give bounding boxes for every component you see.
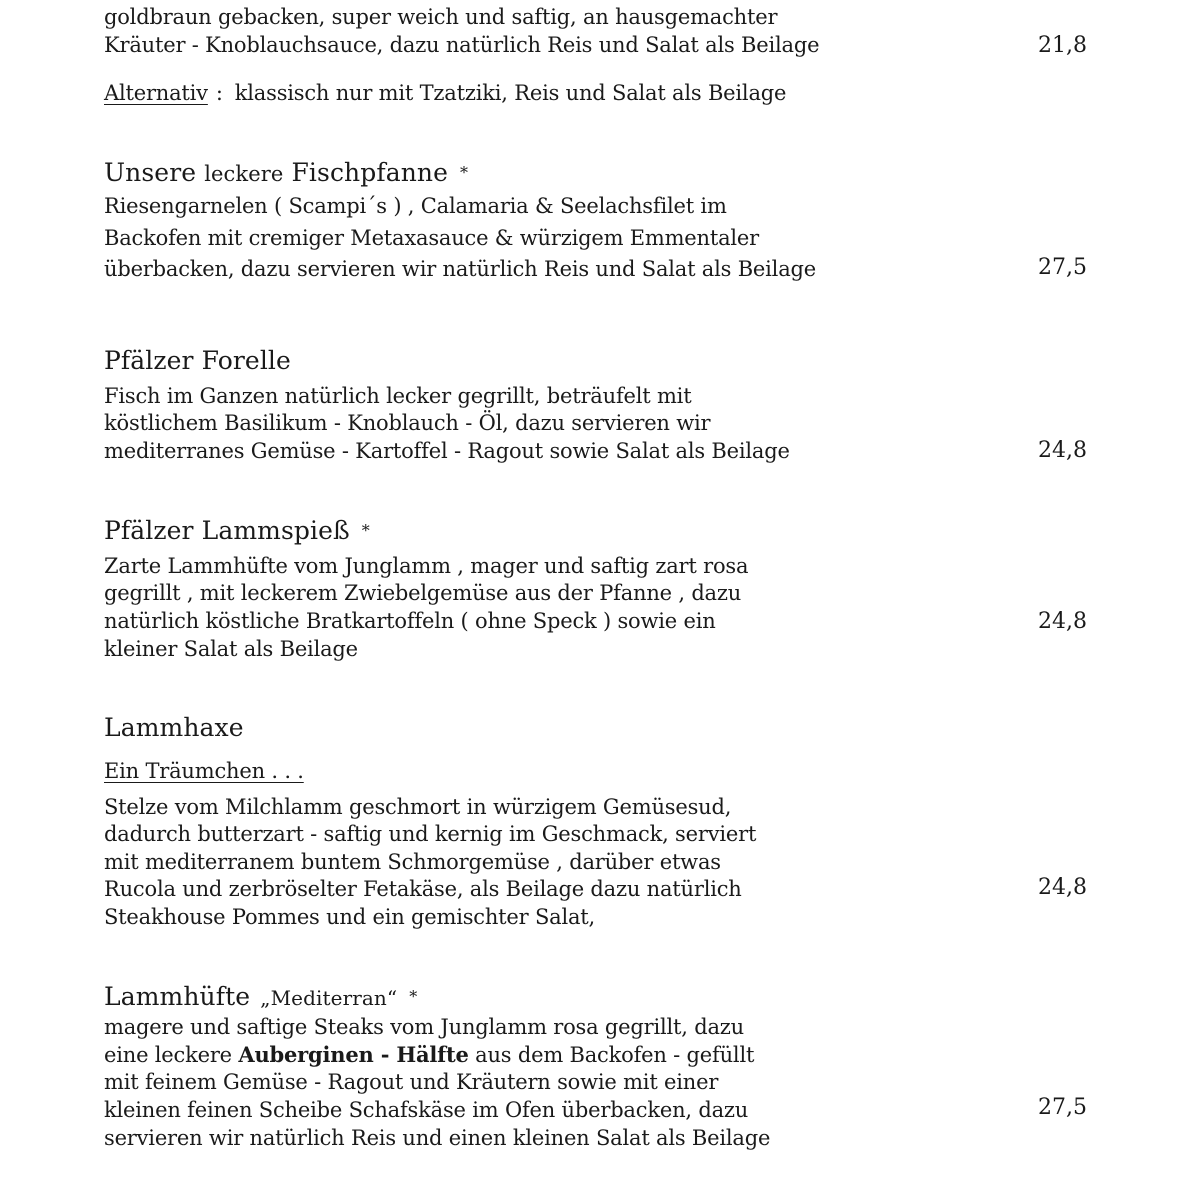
item4-desc-line-5: Steakhouse Pommes und ein gemischter Salat, <box>104 905 596 929</box>
item2-desc-line-1: Fisch im Ganzen natürlich lecker gegrillt, beträufelt mit <box>104 384 692 408</box>
item4-desc-line-4: Rucola und zerbröselter Fetakäse, als Beilage dazu natürlich <box>104 877 742 901</box>
alternative-text: klassisch nur mit Tzatziki, Reis und Salat als Beilage <box>234 81 787 105</box>
item1-title <box>104 157 468 192</box>
item5-price: 27,5 <box>1038 1095 1087 1120</box>
alternative-label: Alternativ <box>104 81 208 105</box>
item2-title: Pfälzer Forelle <box>104 346 291 375</box>
item2-price: 24,8 <box>1038 438 1087 463</box>
item5-title-text: Lammhüfte <box>104 982 251 1011</box>
item4-subtitle <box>104 757 304 785</box>
item4-title: Lammhaxe <box>104 713 244 742</box>
item1-price: 27,5 <box>1038 255 1087 280</box>
item0-desc-line-1: goldbraun gebacken, super weich und saftig, an hausgemachter <box>104 5 778 29</box>
item3-price: 24,8 <box>1038 609 1087 634</box>
item1-title-part3: Fischpfanne <box>291 158 449 187</box>
item3-desc-line-4: kleiner Salat als Beilage <box>104 637 358 661</box>
item3-title-text: Pfälzer Lammspieß <box>104 516 350 545</box>
item1-star: * <box>460 163 469 182</box>
alternative-colon: : <box>215 81 223 105</box>
item1-desc-line-3: überbacken, dazu servieren wir natürlich Reis und Salat als Beilage <box>104 257 816 281</box>
item0-desc-line-2: Kräuter - Knoblauchsauce, dazu natürlich Reis und Salat als Beilage <box>104 33 820 57</box>
item2-desc-line-3: mediterranes Gemüse - Kartoffel - Ragout sowie Salat als Beilage <box>104 439 790 463</box>
item3-desc-line-2: gegrillt , mit leckerem Zwiebelgemüse aus der Pfanne , dazu <box>104 581 742 605</box>
item5-title-note: „Mediterran“ <box>260 986 398 1010</box>
item5-desc-line-4: kleinen feinen Scheibe Schafskäse im Ofen überbacken, dazu <box>104 1098 749 1122</box>
item1-desc-line-1: Riesengarnelen ( Scampi´s ) , Calamaria & Seelachsfilet im <box>104 194 727 218</box>
item5-star: * <box>409 987 418 1006</box>
item1-desc-line-2: Backofen mit cremiger Metaxasauce & würzigem Emmentaler <box>104 226 760 250</box>
item3-desc-line-3: natürlich köstliche Bratkartoffeln ( ohne Speck ) sowie ein <box>104 609 716 633</box>
item5-line2-post: aus dem Backofen - gefüllt <box>468 1043 755 1067</box>
item0-alternative <box>104 79 786 107</box>
item1-title-part2: leckere <box>204 162 284 186</box>
item5-desc-line-1: magere und saftige Steaks vom Junglamm rosa gegrillt, dazu <box>104 1015 744 1039</box>
item4-desc-line-2: dadurch butterzart - saftig und kernig im Geschmack, serviert <box>104 822 757 846</box>
item4-desc-line-3: mit mediterranem buntem Schmorgemüse , darüber etwas <box>104 850 721 874</box>
item1-title-part1: Unsere <box>104 158 197 187</box>
item5-desc-line-2 <box>104 1041 754 1069</box>
item4-subtitle-text: Ein Träumchen . . . <box>104 759 304 783</box>
item5-title <box>104 981 417 1016</box>
item4-desc-line-1: Stelze vom Milchlamm geschmort in würzigem Gemüsesud, <box>104 795 732 819</box>
item4-price: 24,8 <box>1038 875 1087 900</box>
item2-desc-line-2: köstlichem Basilikum - Knoblauch - Öl, dazu servieren wir <box>104 411 711 435</box>
item5-line2-bold: Auberginen - Hälfte <box>238 1042 469 1067</box>
item0-price: 21,8 <box>1038 33 1087 58</box>
item5-desc-line-3: mit feinem Gemüse - Ragout und Kräutern sowie mit einer <box>104 1070 719 1094</box>
item3-title <box>104 515 370 550</box>
item5-line2-pre: eine leckere <box>104 1043 239 1067</box>
item3-star: * <box>361 521 370 540</box>
item3-desc-line-1: Zarte Lammhüfte vom Junglamm , mager und saftig zart rosa <box>104 554 749 578</box>
item5-desc-line-5: servieren wir natürlich Reis und einen kleinen Salat als Beilage <box>104 1126 771 1150</box>
